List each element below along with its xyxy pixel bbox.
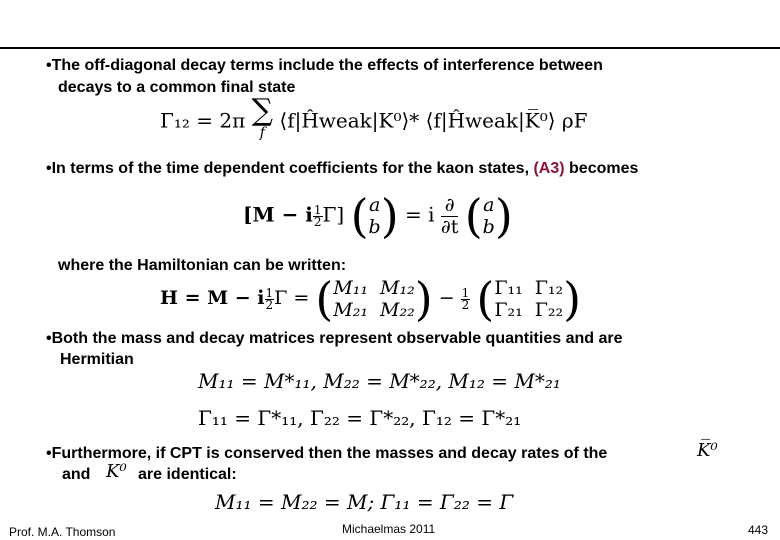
bullet-time-dependent: •In terms of the time dependent coefficients for the kaon states, (A3) becomes (46, 160, 639, 177)
bullet-hermitian-line2: Hermitian (60, 351, 134, 368)
bullet-cpt-rest: are identical: (138, 466, 237, 483)
equation-time-evolution: [M − i $\frac{1}{2}$ Γ] ( a b ) = i ∂ ∂t ( a b ) (243, 189, 513, 243)
equation-hermitian-mass: M₁₁ = M*₁₁, M₂₂ = M*₂₂, M₁₂ = M*₂₁ (198, 369, 561, 393)
k0bar-symbol: K̅⁰ (697, 440, 718, 461)
bullet-hermitian-line1: •Both the mass and decay matrices represent observable quantities and are (46, 330, 623, 347)
equation-hermitian-decay: Γ₁₁ = Γ*₁₁, Γ₂₂ = Γ*₂₂, Γ₁₂ = Γ*₂₁ (198, 406, 522, 430)
title-divider (0, 47, 780, 49)
hamiltonian-intro: where the Hamiltonian can be written: (58, 257, 347, 274)
footer-page-number: 443 (748, 523, 769, 537)
bullet-offdiag-line1: •The off-diagonal decay terms include the effects of interference between (46, 57, 603, 74)
equation-gamma12 (160, 93, 588, 144)
equation-ref-a3: (A3) (533, 160, 565, 177)
bullet-offdiag-line2: decays to a common final state (58, 79, 296, 96)
bullet-cpt-and: and (62, 466, 91, 483)
footer-term: Michaelmas 2011 (342, 522, 436, 536)
gamma12-lhs: Γ₁₂ = 2π (160, 108, 246, 133)
k0-symbol: K⁰ (106, 461, 127, 482)
bullet-cpt-line1: •Furthermore, if CPT is conserved then the masses and decay rates of the (46, 445, 608, 462)
footer-author: Prof. M.A. Thomson (9, 525, 116, 539)
equation-cpt: M₁₁ = M₂₂ = M; Γ₁₁ = Γ₂₂ = Γ (215, 490, 514, 514)
gamma12-rhs: ⟨f|Ĥweak|K⁰⟩* ⟨f|Ĥweak|K̅⁰⟩ ρF (279, 108, 588, 133)
equation-hamiltonian: H = M − i $\frac{1}{2}$ Γ = ( M₁₁ M₁₂ M₂₁ M₂₂ ) − $\frac{1}{2}$ ( Γ₁₁ Γ₁₂ Γ₂₁ Γ₂₂ ) (160, 272, 582, 326)
sum-operator: ∑ f (251, 93, 274, 141)
